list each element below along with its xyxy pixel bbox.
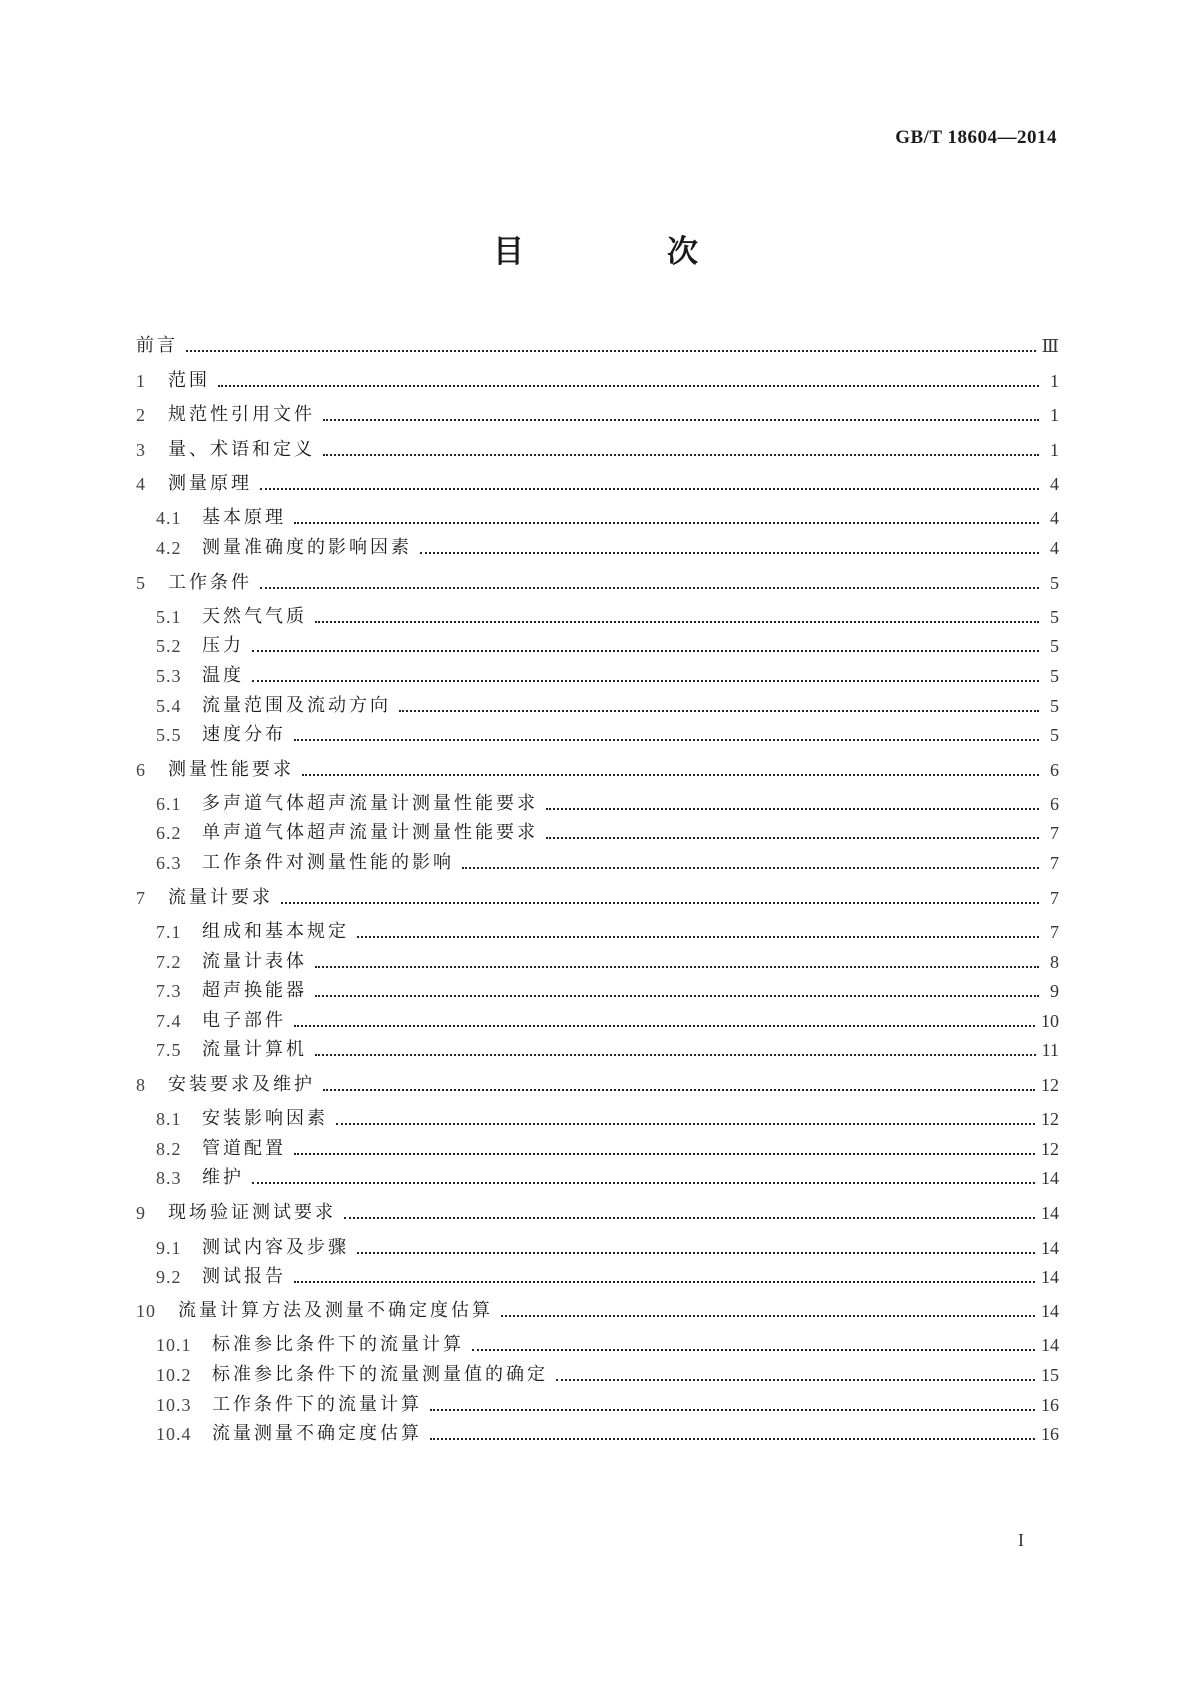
- toc-entry[interactable]: [156, 630, 1059, 658]
- toc-entry-page: 5: [1050, 636, 1059, 656]
- toc-entry-number: 7.1: [156, 922, 182, 942]
- toc-entry[interactable]: [156, 1418, 1059, 1446]
- dot-leader: [323, 407, 1039, 421]
- dot-leader: [344, 1205, 1035, 1219]
- toc-entry-number: 8: [136, 1075, 146, 1095]
- toc-entry-page: 7: [1050, 888, 1059, 908]
- toc-entry[interactable]: [156, 1389, 1059, 1417]
- dot-leader: [252, 668, 1039, 682]
- toc-entry[interactable]: [156, 1261, 1059, 1289]
- toc-entry-label: 管道配置: [202, 1138, 286, 1159]
- toc-entry-number: 10.2: [156, 1365, 192, 1385]
- toc-entry-page: 12: [1041, 1139, 1059, 1159]
- toc-entry-page: 14: [1041, 1267, 1059, 1287]
- toc-entry[interactable]: [156, 1005, 1059, 1033]
- toc-entry-page: 15: [1041, 1365, 1059, 1385]
- toc-entry[interactable]: [156, 601, 1059, 629]
- toc-entry-page: 5: [1050, 725, 1059, 745]
- toc-entry-page: 12: [1041, 1109, 1059, 1129]
- dot-leader: [315, 1042, 1036, 1056]
- toc-entry-label: 流量计算机: [202, 1039, 307, 1060]
- toc-entry-page: 4: [1050, 474, 1059, 494]
- toc-entry-number: 9: [136, 1203, 146, 1223]
- toc-entry-page: 4: [1050, 538, 1059, 558]
- toc-entry-label: 流量计表体: [202, 951, 307, 972]
- toc-entry-number: 5.3: [156, 666, 182, 686]
- toc-entry-label: 标准参比条件下的流量测量值的确定: [212, 1364, 548, 1385]
- toc-entry[interactable]: [156, 817, 1059, 845]
- toc-entry-label: 工作条件: [168, 572, 252, 593]
- toc-entry-number: 2: [136, 405, 146, 425]
- toc-entry-number: 7.4: [156, 1011, 182, 1031]
- toc-entry[interactable]: [156, 1162, 1059, 1190]
- dot-leader: [260, 575, 1039, 589]
- toc-entry-label: 安装影响因素: [202, 1108, 328, 1129]
- toc-entry[interactable]: [136, 567, 1059, 595]
- toc-entry-page: 1: [1050, 405, 1059, 425]
- toc-entry-number: 8.2: [156, 1139, 182, 1159]
- toc-entry-number: 6: [136, 760, 146, 780]
- toc-entry-number: 7.3: [156, 981, 182, 1001]
- page-title: 目 次: [493, 234, 754, 270]
- dot-leader: [430, 1397, 1035, 1411]
- toc-entry[interactable]: [156, 502, 1059, 530]
- dot-leader: [294, 1141, 1035, 1155]
- dot-leader: [186, 338, 1036, 352]
- toc-entry-number: 10.4: [156, 1424, 192, 1444]
- toc-entry-page: 14: [1041, 1203, 1059, 1223]
- dot-leader: [501, 1303, 1035, 1317]
- toc-entry-page: 12: [1041, 1075, 1059, 1095]
- toc-entry-page: 7: [1050, 922, 1059, 942]
- toc-entry-page: 7: [1050, 853, 1059, 873]
- toc-entry[interactable]: [156, 1103, 1059, 1131]
- toc-entry-label: 速度分布: [202, 724, 286, 745]
- toc-entry[interactable]: [156, 916, 1059, 944]
- toc-entry[interactable]: [156, 1359, 1059, 1387]
- toc-entry[interactable]: [136, 1197, 1059, 1225]
- toc-entry-page: 1: [1050, 440, 1059, 460]
- dot-leader: [218, 373, 1039, 387]
- toc-entry[interactable]: [156, 847, 1059, 875]
- dot-leader: [546, 796, 1039, 810]
- toc-entry[interactable]: [156, 719, 1059, 747]
- dot-leader: [252, 638, 1039, 652]
- toc-entry-number: 3: [136, 440, 146, 460]
- toc-entry[interactable]: [136, 365, 1059, 393]
- toc-entry-number: 6.1: [156, 794, 182, 814]
- toc-entry-page: Ⅲ: [1041, 336, 1059, 356]
- toc-entry[interactable]: [156, 1133, 1059, 1161]
- toc-entry[interactable]: [156, 532, 1059, 560]
- dot-leader: [430, 1426, 1035, 1440]
- toc-entry-label: 温度: [202, 665, 244, 686]
- dot-leader: [315, 983, 1039, 997]
- toc-entry-number: 7: [136, 888, 146, 908]
- toc-entry[interactable]: [156, 660, 1059, 688]
- toc-entry-number: 10: [136, 1301, 156, 1321]
- toc-entry-label: 量、术语和定义: [168, 439, 315, 460]
- toc-entry-number: 5.5: [156, 725, 182, 745]
- toc-entry-page: 5: [1050, 607, 1059, 627]
- dot-leader: [315, 954, 1039, 968]
- dot-leader: [294, 727, 1039, 741]
- toc-entry[interactable]: [156, 788, 1059, 816]
- toc-entry-label: 规范性引用文件: [168, 404, 315, 425]
- toc-entry[interactable]: [136, 399, 1059, 427]
- toc-entry[interactable]: [136, 1295, 1059, 1323]
- toc-entry-label: 测量原理: [168, 473, 252, 494]
- toc-entry-label: 测试报告: [202, 1266, 286, 1287]
- toc-entry-page: 16: [1041, 1395, 1059, 1415]
- page-number: I: [1018, 1530, 1024, 1550]
- toc-entry[interactable]: [136, 434, 1059, 462]
- toc-entry-label: 压力: [202, 635, 244, 656]
- toc-entry-label: 范围: [168, 370, 210, 391]
- toc-entry[interactable]: [156, 1034, 1059, 1062]
- toc-entry-label: 测量准确度的影响因素: [202, 537, 412, 558]
- toc-entry-label: 测量性能要求: [168, 759, 294, 780]
- toc-entry-label: 维护: [202, 1167, 244, 1188]
- toc-entry-number: 10.3: [156, 1395, 192, 1415]
- toc-entry-number: 7.2: [156, 952, 182, 972]
- toc-entry-page: 14: [1041, 1301, 1059, 1321]
- dot-leader: [556, 1367, 1035, 1381]
- toc-entry-number: 5.2: [156, 636, 182, 656]
- dot-leader: [302, 762, 1039, 776]
- toc-entry[interactable]: [136, 1069, 1059, 1097]
- toc-entry-label: 电子部件: [202, 1010, 286, 1031]
- toc-entry[interactable]: [156, 1232, 1059, 1260]
- toc-entry-number: 9.1: [156, 1238, 182, 1258]
- toc-entry-page: 8: [1050, 952, 1059, 972]
- toc-entry-label: 安装要求及维护: [168, 1074, 315, 1095]
- toc-entry[interactable]: [156, 1329, 1059, 1357]
- toc-entry-number: 4: [136, 474, 146, 494]
- toc-entry-number: 5.1: [156, 607, 182, 627]
- toc-entry-page: 10: [1041, 1011, 1059, 1031]
- toc-entry-number: 6.2: [156, 823, 182, 843]
- toc-entry-number: 5.4: [156, 696, 182, 716]
- toc-entry-label: 前言: [136, 335, 178, 356]
- toc-entry-page: 5: [1050, 666, 1059, 686]
- dot-leader: [336, 1111, 1035, 1125]
- toc-entry-label: 标准参比条件下的流量计算: [212, 1334, 464, 1355]
- toc-entry-page: 9: [1050, 981, 1059, 1001]
- toc-entry-label: 多声道气体超声流量计测量性能要求: [202, 793, 538, 814]
- dot-leader: [315, 609, 1039, 623]
- toc-entry-label: 流量范围及流动方向: [202, 695, 391, 716]
- toc-entry-label: 现场验证测试要求: [168, 1202, 336, 1223]
- toc-entry-number: 1: [136, 371, 146, 391]
- dot-leader: [462, 855, 1039, 869]
- toc-entry[interactable]: [156, 946, 1059, 974]
- dot-leader: [252, 1170, 1035, 1184]
- toc-entry[interactable]: [156, 690, 1059, 718]
- toc-entry-number: 5: [136, 573, 146, 593]
- toc-entry-page: 6: [1050, 794, 1059, 814]
- dot-leader: [357, 1240, 1035, 1254]
- toc-entry[interactable]: [136, 330, 1059, 358]
- toc-entry-label: 工作条件对测量性能的影响: [202, 852, 454, 873]
- toc-entry-number: 7.5: [156, 1040, 182, 1060]
- toc-entry[interactable]: [136, 882, 1059, 910]
- toc-entry-page: 14: [1041, 1238, 1059, 1258]
- toc-entry-label: 流量计算方法及测量不确定度估算: [178, 1300, 493, 1321]
- toc-entry-page: 14: [1041, 1335, 1059, 1355]
- dot-leader: [294, 1269, 1035, 1283]
- toc-entry-label: 超声换能器: [202, 980, 307, 1001]
- toc-entry-label: 组成和基本规定: [202, 921, 349, 942]
- toc-entry-number: 8.3: [156, 1168, 182, 1188]
- toc-entry-page: 14: [1041, 1168, 1059, 1188]
- toc-entry-number: 8.1: [156, 1109, 182, 1129]
- dot-leader: [323, 1077, 1035, 1091]
- dot-leader: [357, 924, 1039, 938]
- toc-entry-number: 4.1: [156, 508, 182, 528]
- dot-leader: [281, 890, 1039, 904]
- dot-leader: [420, 540, 1039, 554]
- toc-entry-page: 7: [1050, 823, 1059, 843]
- toc-entry-page: 6: [1050, 760, 1059, 780]
- toc-entry[interactable]: [156, 975, 1059, 1003]
- toc-entry[interactable]: [136, 468, 1059, 496]
- toc-entry-page: 5: [1050, 573, 1059, 593]
- dot-leader: [546, 825, 1039, 839]
- dot-leader: [472, 1337, 1035, 1351]
- toc-entry-number: 4.2: [156, 538, 182, 558]
- toc-entry-page: 5: [1050, 696, 1059, 716]
- toc-entry-label: 流量计要求: [168, 887, 273, 908]
- toc-entry-number: 10.1: [156, 1335, 192, 1355]
- toc-entry-label: 基本原理: [202, 507, 286, 528]
- document-code: GB/T 18604—2014: [895, 127, 1057, 148]
- dot-leader: [294, 1013, 1035, 1027]
- toc-entry-page: 1: [1050, 371, 1059, 391]
- toc-entry-label: 测试内容及步骤: [202, 1237, 349, 1258]
- dot-leader: [399, 698, 1039, 712]
- toc-entry-page: 11: [1041, 1040, 1059, 1060]
- toc-entry-page: 16: [1041, 1424, 1059, 1444]
- toc-entry-label: 流量测量不确定度估算: [212, 1423, 422, 1444]
- toc-entry-number: 9.2: [156, 1267, 182, 1287]
- toc-entry-number: 6.3: [156, 853, 182, 873]
- toc-entry-label: 单声道气体超声流量计测量性能要求: [202, 822, 538, 843]
- toc-entry-page: 4: [1050, 508, 1059, 528]
- toc-entry[interactable]: [136, 754, 1059, 782]
- dot-leader: [323, 442, 1039, 456]
- toc-entry-label: 天然气气质: [202, 606, 307, 627]
- dot-leader: [260, 476, 1039, 490]
- dot-leader: [294, 510, 1039, 524]
- toc-entry-label: 工作条件下的流量计算: [212, 1394, 422, 1415]
